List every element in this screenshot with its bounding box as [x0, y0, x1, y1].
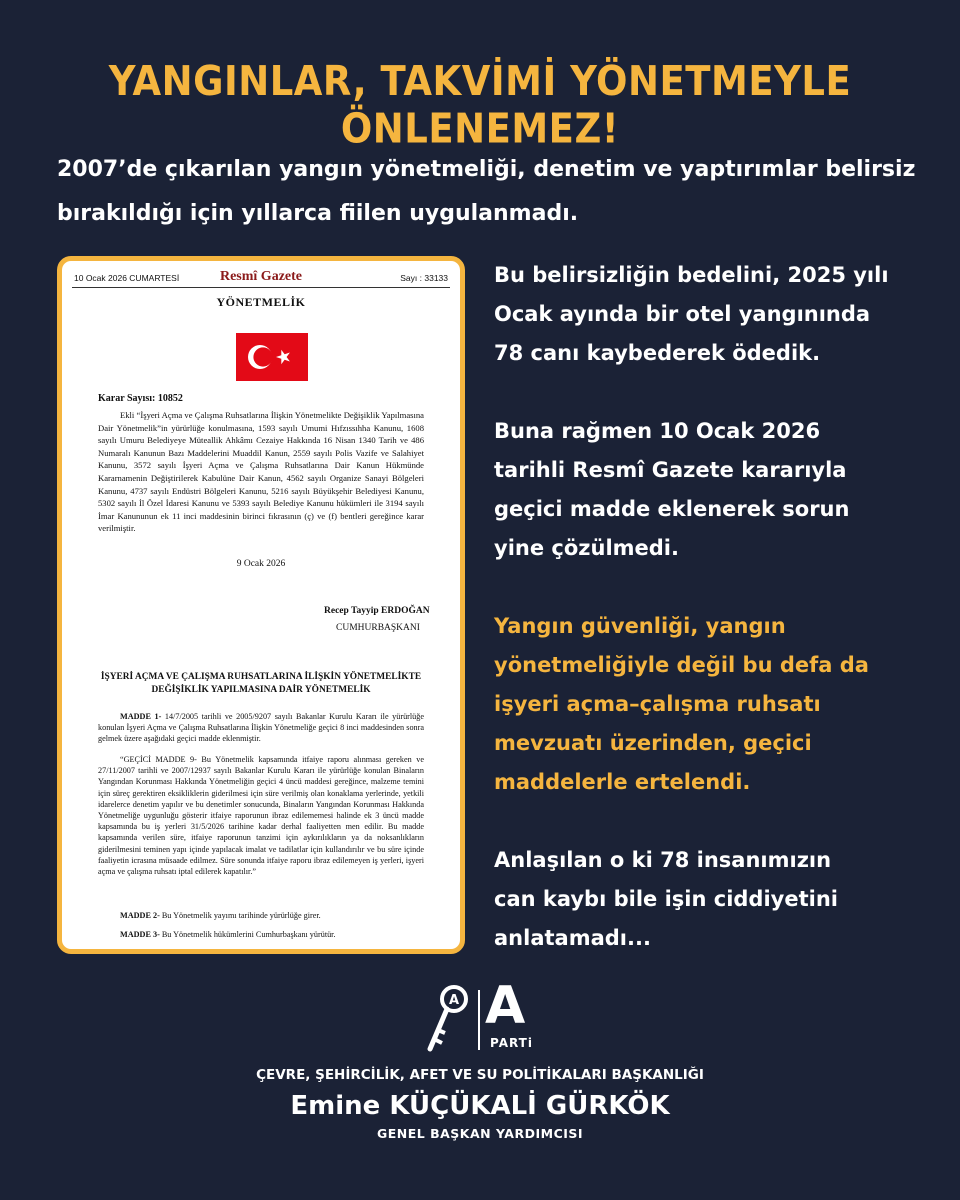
gazette-header: [72, 269, 450, 288]
side-line: Yangın güvenliği, yangın: [494, 614, 786, 638]
gazette-date: 10 Ocak 2026 CUMARTESİ: [74, 273, 180, 283]
side-line: işyeri açma–çalışma ruhsatı: [494, 692, 821, 716]
article-text: Bu Yönetmelik yayımı tarihinde yürürlüğe girer.: [159, 911, 321, 920]
side-line: mevzuatı üzerinden, geçici: [494, 731, 812, 755]
article-1: [98, 711, 424, 745]
side-line: Ocak ayında bir otel yangınında: [494, 302, 871, 326]
party-logo-letter: A: [485, 976, 526, 1036]
side-line: geçici madde eklenerek sorun: [494, 497, 850, 521]
key-logo-letter: A: [448, 993, 460, 1008]
party-logo-text: PARTi: [490, 1036, 533, 1050]
turkish-flag-icon: [236, 333, 308, 381]
regulation-title: İŞYERİ AÇMA VE ÇALIŞMA RUHSATLARINA İLİŞKİN YÖNETMELİKTE DEĞİŞİKLİK YAPILMASINA DAİR YÖNETMELİK: [100, 672, 422, 695]
article-text: 14/7/2005 tarihli ve 2005/9207 sayılı Bakanlar Kurulu Kararı ile yürürlüğe konulan İşyeri Açma ve Çalışma Ruhsatlarına İlişkin Yönetmeliğe geçici 8 inci maddesinden sonra gelmek üzere aşağıdaki geçici madde eklenmiştir.: [98, 712, 425, 744]
gazette-doc-type: YÖNETMELİK: [216, 295, 306, 309]
side-line: Buna rağmen 10 Ocak 2026: [494, 419, 821, 443]
side-line: 78 canı kaybederek ödedik.: [494, 341, 821, 365]
article-text: Bu Yönetmelik hükümlerini Cumhurbaşkanı yürütür.: [159, 930, 336, 939]
article-label: MADDE 3-: [120, 930, 160, 939]
article-label: MADDE 2-: [120, 911, 160, 920]
headline: YANGINLAR, TAKVİMİ YÖNETMEYLE ÖNLENEMEZ!: [108, 57, 852, 153]
side-paragraph-4: [494, 841, 924, 958]
side-line: Bu belirsizliğin bedelini, 2025 yılı: [494, 263, 889, 287]
gazette-issue: Sayı : 33133: [400, 273, 448, 283]
article-2: [98, 910, 424, 921]
article-label: MADDE 1-: [120, 712, 162, 721]
side-line: can kaybı bile işin ciddiyetini: [494, 887, 838, 911]
key-logo-icon: [420, 985, 470, 1055]
side-paragraph-2: [494, 412, 924, 568]
sign-date: 9 Ocak 2026: [236, 559, 286, 569]
intro-text: [57, 148, 917, 236]
intro-line: bırakıldığı için yıllarca fiilen uygulanmadı.: [57, 201, 579, 226]
side-line: yine çözülmedi.: [494, 536, 679, 560]
decision-number: Karar Sayısı: 10852: [98, 393, 183, 404]
side-paragraph-1: [494, 256, 924, 373]
department-name: ÇEVRE, ŞEHİRCİLİK, AFET VE SU POLİTİKALARI BAŞKANLIĞI: [256, 1067, 704, 1083]
side-line: anlatamadı...: [494, 926, 651, 950]
logo-divider: [478, 990, 480, 1050]
side-line: tarihli Resmî Gazete kararıyla: [494, 458, 847, 482]
side-line: Anlaşılan o ki 78 insanımızın: [494, 848, 832, 872]
side-line: yönetmeliğiyle değil bu defa da: [494, 653, 869, 677]
signer-title: CUMHURBAŞKANI: [336, 623, 420, 633]
article-3: [98, 929, 424, 940]
gazette-document: [57, 256, 465, 954]
provisional-article: “GEÇİCİ MADDE 9- Bu Yönetmelik kapsamında itfaiye raporu alınması gereken ve 27/11/2007 tarihli ve 2007/12937 sayılı Bakanlar Kurulu Kararı ile yürürlüğe konulan Binaların Yangından Korunması Hakkında Yönetmeliğin geçici 4 üncü maddesi gereğince, malzeme temini için süreç gerektiren eksikliklerin giderilmesi için süre verilmiş olan konaklama yerlerinde, yetkili idarelerce denetim yapılır ve bu denetimler sonucunda, Binaların Yangından Korunması Hakkında Yönetmeliğe uygunluğu gösterir itfaiye raporunun ibraz edilememesi halinde ek 3 üncü madde kapsamında bu iş yerleri 31/5/2026 tarihine kadar derhal faaliyetten men edilir. Bu madde kapsamında verilen süre, itfaiye raporunun tanzimi için aykırılıkların ya da noksanlıkların giderilmesini teminen yapı içinde yapılacak imalat ve tadilatlar için kullandırılır ve bu süre içinde faaliyetin icrasına müsaade edilmez. Süre sonunda itfaiye raporu ibraz edilemeyen iş yerleri, işyeri açma ve çalışma ruhsatı iptal edilerek kapatılır.”: [98, 755, 424, 877]
gazette-brand: Resmî Gazete: [219, 269, 303, 284]
decision-body: Ekli “İşyeri Açma ve Çalışma Ruhsatlarına İlişkin Yönetmelikte Değişiklik Yapılmasına Dair Yönetmelik”in yürürlüğe konulmasına, 1593 sayılı Umumi Hıfzıssıhha Kanunu, 1608 sayılı Umuru Belediyeye Müteallik Ahkâmı Cezaiye Hakkında 16 Nisan 1340 Tarih ve 486 Numaralı Kanunun Bazı Maddelerini Muaddil Kanun, 2559 sayılı Polis Vazife ve Salahiyet Kanunu, 3572 sayılı İşyeri Açma ve Çalışma Ruhsatlarına Dair Kanun Hükmünde Kararnamenin Değiştirilerek Kabulüne Dair Kanun, 4562 sayılı Organize Sanayi Bölgeleri Kanunu, 4737 sayılı Endüstri Bölgeleri Kanunu, 5216 sayılı Büyükşehir Belediyesi Kanunu, 5302 sayılı İl Özel İdaresi Kanunu ve 5393 sayılı Belediye Kanunu hükümleri ile 3194 sayılı İmar Kanununun ek 11 inci maddesinin birinci fıkrasının (ç) ve (f) bentleri gereğince karar verilmiştir.: [98, 410, 424, 534]
signer-name: Recep Tayyip ERDOĞAN: [324, 606, 430, 616]
side-line: maddelerle ertelendi.: [494, 770, 751, 794]
side-paragraph-highlight: [494, 607, 924, 802]
author-role: GENEL BAŞKAN YARDIMCISI: [376, 1126, 584, 1141]
author-name: Emine KÜÇÜKALİ GÜRKÖK: [290, 1091, 670, 1121]
intro-line: 2007’de çıkarılan yangın yönetmeliği, denetim ve yaptırımlar belirsiz: [57, 157, 916, 182]
